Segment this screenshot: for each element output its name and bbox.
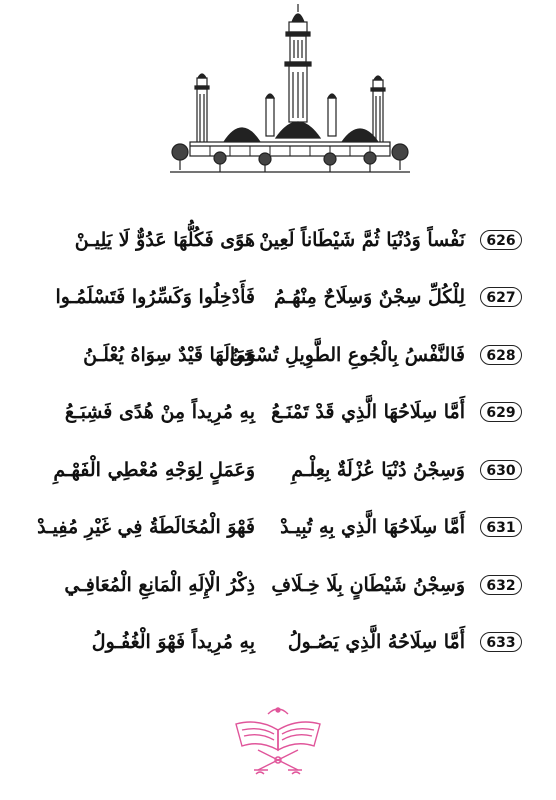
- verse-first-hemistich: نَفْساً وَدُنْيَا ثُمَّ شَيْطَاناً لَعِينْ: [259, 229, 465, 251]
- verse-second-hemistich: هَوًى فَكُلُّهَا عَدُوٌّ لَا يَلِيـنْ: [74, 229, 255, 251]
- verse-second-hemistich: فَهْوَ الْمُخَالَطَةُ فِي غَيْرِ مُفِيـدْ: [37, 516, 255, 538]
- verse-first-hemistich: أَمَّا سِلَاحُهَا الَّذِي قَدْ تَمْنَـعُ: [271, 401, 465, 423]
- verse-number-badge: 632: [480, 575, 522, 595]
- verse-first-hemistich: وَسِجْنُ دُنْيَا عُزْلَةٌ بِعِلْـمِ: [291, 459, 465, 481]
- verse-first-hemistich: أَمَّا سِلَاحُهُ الَّذِي يَصُـولُ: [287, 631, 465, 653]
- mosque-icon: [170, 2, 410, 177]
- verse-628: [0, 340, 556, 380]
- verse-number-badge: 628: [480, 345, 522, 365]
- verse-627: [0, 282, 556, 322]
- poem: [0, 225, 556, 653]
- verse-number-badge: 633: [480, 632, 522, 652]
- quran-on-stand-icon: [228, 700, 328, 780]
- verse-number-badge: 629: [480, 402, 522, 422]
- verse-629: [0, 397, 556, 437]
- verse-second-hemistich: فَأَدْخِلُوا وَكَسِّرُوا فَتَسْلَمُـوا: [55, 286, 255, 308]
- verse-626: [0, 225, 556, 265]
- verse-second-hemistich: وَمَالَهَا قَيْدٌ سِوَاهُ يُعْلَـنُ: [83, 344, 255, 366]
- verse-number-badge: 627: [480, 287, 522, 307]
- verse-first-hemistich: وَسِجْنُ شَيْطَانٍ بِلَا خِـلَافِ: [271, 574, 465, 596]
- verse-632: [0, 570, 556, 610]
- verse-631: [0, 512, 556, 552]
- verse-first-hemistich: لِلْكُلِّ سِجْنٌ وَسِلَاحٌ مِنْهُـمُ: [273, 286, 465, 308]
- verse-second-hemistich: بِهِ مُرِيداً فَهْوَ الْغُفُـولُ: [91, 631, 255, 653]
- verse-first-hemistich: فَالنَّفْسُ بِالْجُوعِ الطَّوِيلِ تُسْجَنُ: [229, 344, 465, 366]
- verse-second-hemistich: وَعَمَلٍ لِوَجْهِ مُعْطِي الْفَهْـمِ: [53, 459, 255, 481]
- verse-second-hemistich: ذِكْرُ الْإِلَهِ الْمَانِعِ الْمُعَافِـي: [64, 574, 255, 596]
- verse-second-hemistich: بِهِ مُرِيداً مِنْ هُدًى فَشِبَـعُ: [64, 401, 255, 423]
- verse-number-badge: 626: [480, 230, 522, 250]
- verse-first-hemistich: أَمَّا سِلَاحُهَا الَّذِي بِهِ تُبِيـدْ: [280, 516, 465, 538]
- verse-number-badge: 630: [480, 460, 522, 480]
- verse-number-badge: 631: [480, 517, 522, 537]
- verse-630: [0, 455, 556, 495]
- verse-633: [0, 627, 556, 667]
